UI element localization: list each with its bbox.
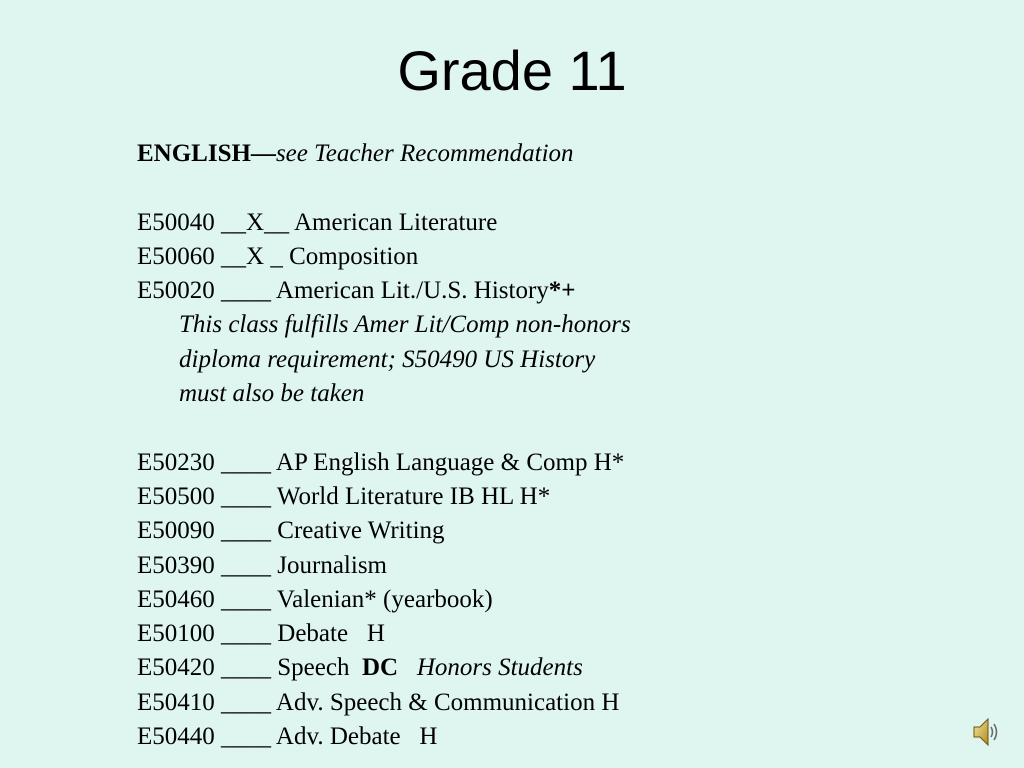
course-name: Creative Writing xyxy=(277,517,445,545)
course-row xyxy=(137,206,937,240)
course-code: E50390 xyxy=(137,551,215,579)
course-code: E50020 xyxy=(137,277,215,305)
course-blank: ____ xyxy=(221,654,272,682)
course-name: Debate H xyxy=(277,620,385,648)
course-row xyxy=(137,446,937,480)
course-name: Adv. Debate H xyxy=(275,723,438,751)
course-note-line: This class fulfills Amer Lit/Comp non-honors xyxy=(179,311,631,339)
course-code: E50100 xyxy=(137,620,215,648)
course-row xyxy=(137,720,937,754)
course-blank: ____ xyxy=(221,620,272,648)
course-code: E50090 xyxy=(137,517,215,545)
section-heading xyxy=(137,137,937,171)
course-name: AP English Language & Comp H* xyxy=(275,448,625,476)
course-code: E50420 xyxy=(137,654,215,682)
course-name: Adv. Speech & Communication H xyxy=(275,688,620,716)
page-title: Grade 11 xyxy=(397,39,627,102)
course-tag-note: Honors Students xyxy=(398,654,583,682)
course-name: Speech xyxy=(277,654,362,682)
course-blank: ____ xyxy=(221,482,272,510)
subject-label: ENGLISH— xyxy=(137,140,276,167)
course-blank: ____ xyxy=(221,551,272,579)
course-code: E50440 xyxy=(137,723,215,751)
course-row xyxy=(137,480,937,514)
course-row xyxy=(137,274,937,308)
course-note-line: diploma requirement; S50490 US History xyxy=(179,345,596,373)
course-name: World Literature IB HL H* xyxy=(276,482,551,510)
course-blank: __X _ xyxy=(221,242,283,270)
course-name: American Lit./U.S. History xyxy=(275,277,549,305)
course-row xyxy=(137,240,937,274)
course-code: E50040 xyxy=(137,208,215,236)
speaker-icon[interactable] xyxy=(972,714,1002,750)
course-code: E50410 xyxy=(137,688,215,716)
course-list xyxy=(137,137,937,754)
course-code: E50460 xyxy=(137,585,215,613)
spacer xyxy=(137,171,937,205)
course-name: Composition xyxy=(289,242,419,270)
speaker-icon-graphic xyxy=(972,714,1002,750)
subject-note: see Teacher Recommendation xyxy=(275,140,574,167)
course-row xyxy=(137,514,937,548)
course-row xyxy=(137,686,937,720)
course-code: E50060 xyxy=(137,242,215,270)
course-row xyxy=(137,549,937,583)
course-blank: ____ xyxy=(221,517,272,545)
course-blank: ____ xyxy=(221,585,272,613)
course-blank: ____ xyxy=(221,688,272,716)
course-note-line: must also be taken xyxy=(179,380,365,408)
course-row xyxy=(137,617,937,651)
course-row xyxy=(137,651,937,685)
course-name: Valenian* (yearbook) xyxy=(276,585,493,613)
course-tag: DC xyxy=(361,654,399,682)
course-code: E50230 xyxy=(137,448,215,476)
course-name: Journalism xyxy=(277,551,387,579)
course-blank: ____ xyxy=(221,277,272,305)
course-blank: ____ xyxy=(221,448,272,476)
course-code: E50500 xyxy=(137,482,215,510)
course-blank: __X__ xyxy=(221,208,290,236)
spacer xyxy=(137,411,937,445)
course-name: American Literature xyxy=(293,208,498,236)
course-row xyxy=(137,583,937,617)
course-flag: *+ xyxy=(548,277,576,305)
course-blank: ____ xyxy=(221,723,272,751)
